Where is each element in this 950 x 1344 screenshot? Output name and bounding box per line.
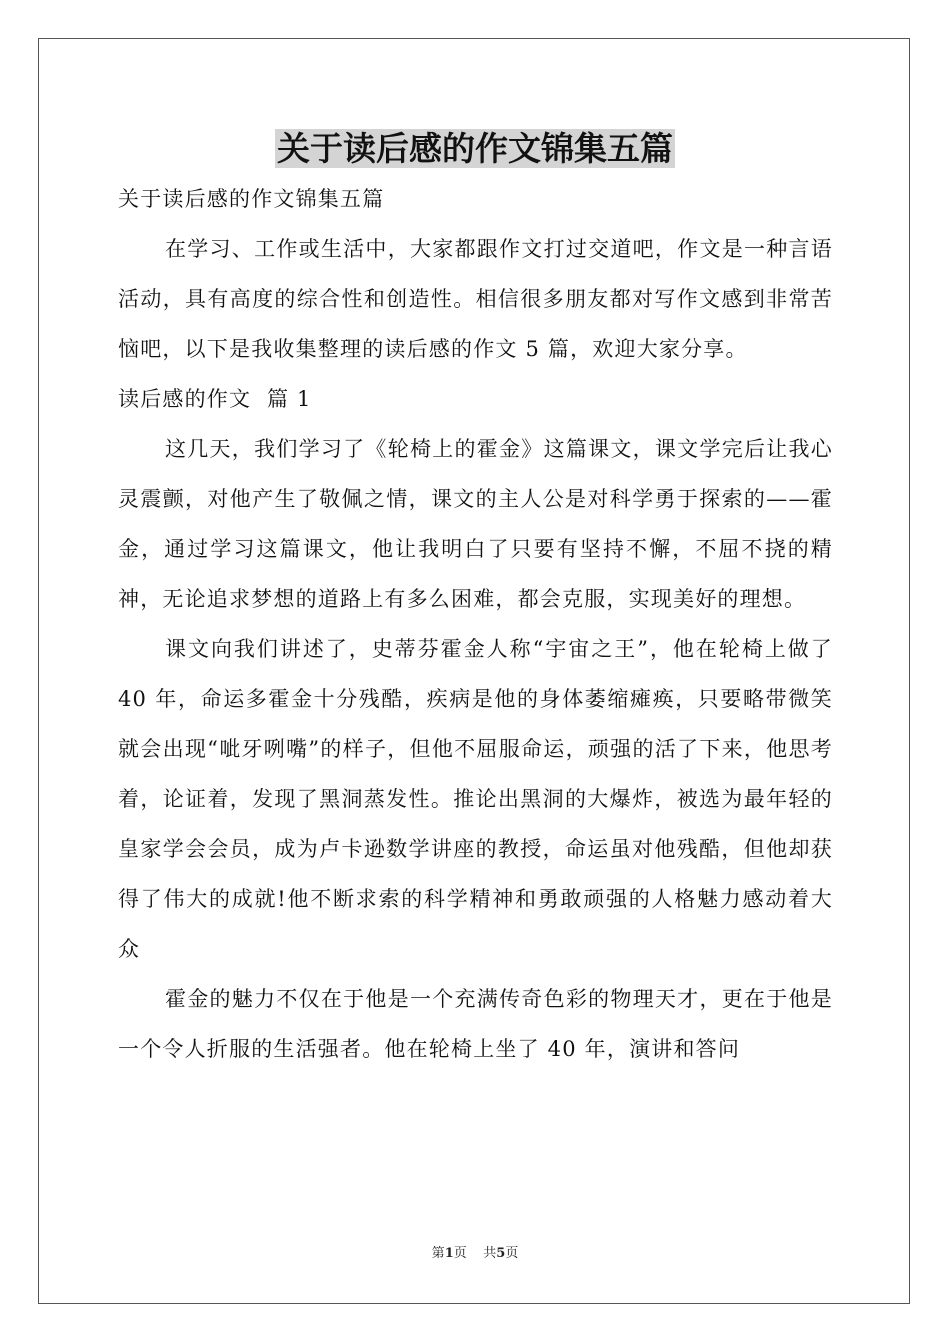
paragraph: 在学习、工作或生活中，大家都跟作文打过交道吧，作文是一种言语活动，具有高度的综合性和创造性。相信很多朋友都对写作文感到非常苦恼吧，以下是我收集整理的读后感的作文 5 篇，欢迎大家分享。: [118, 237, 833, 361]
page-footer: [0, 1245, 950, 1263]
page-label-suffix: 页: [505, 1246, 519, 1261]
current-page-number: 1: [444, 1246, 454, 1261]
paragraph: 课文向我们讲述了，史蒂芬霍金人称“宇宙之王”，他在轮椅上做了 40 年，命运多霍金十分残酷，疾病是他的身体萎缩瘫痪，只要略带微笑就会出现“呲牙咧嘴”的样子，但他不屈服命运，顽强的活了下来，他思考着，论证着，发现了黑洞蒸发性。推论出黑洞的大爆炸，被选为最年轻的皇家学会会员，成为卢卡逊数学讲座的教授，命运虽对他残酷，但他却获得了伟大的成就!他不断求索的科学精神和勇敢顽强的人格魅力感动着大众: [118, 637, 833, 961]
paragraph: 霍金的魅力不仅在于他是一个充满传奇色彩的物理天才，更在于他是一个令人折服的生活强者。他在轮椅上坐了 40 年，演讲和答问: [118, 987, 833, 1061]
paragraph: 关于读后感的作文锦集五篇: [118, 187, 385, 211]
total-page-number: 5: [496, 1246, 506, 1261]
section-heading: 读后感的作文 篇 1: [118, 387, 312, 411]
document-title-text: 关于读后感的作文锦集五篇: [277, 129, 673, 168]
document-body: [118, 174, 833, 1074]
document-title: [0, 126, 950, 172]
page-label-prefix: 第: [431, 1246, 445, 1261]
page-label-mid: 页 共: [453, 1246, 497, 1261]
paragraph: 这几天，我们学习了《轮椅上的霍金》这篇课文，课文学完后让我心灵震颤，对他产生了敬佩之情，课文的主人公是对科学勇于探索的——霍金，通过学习这篇课文，他让我明白了只要有坚持不懈，不屈不挠的精神，无论追求梦想的道路上有多么困难，都会克服，实现美好的理想。: [118, 437, 833, 611]
